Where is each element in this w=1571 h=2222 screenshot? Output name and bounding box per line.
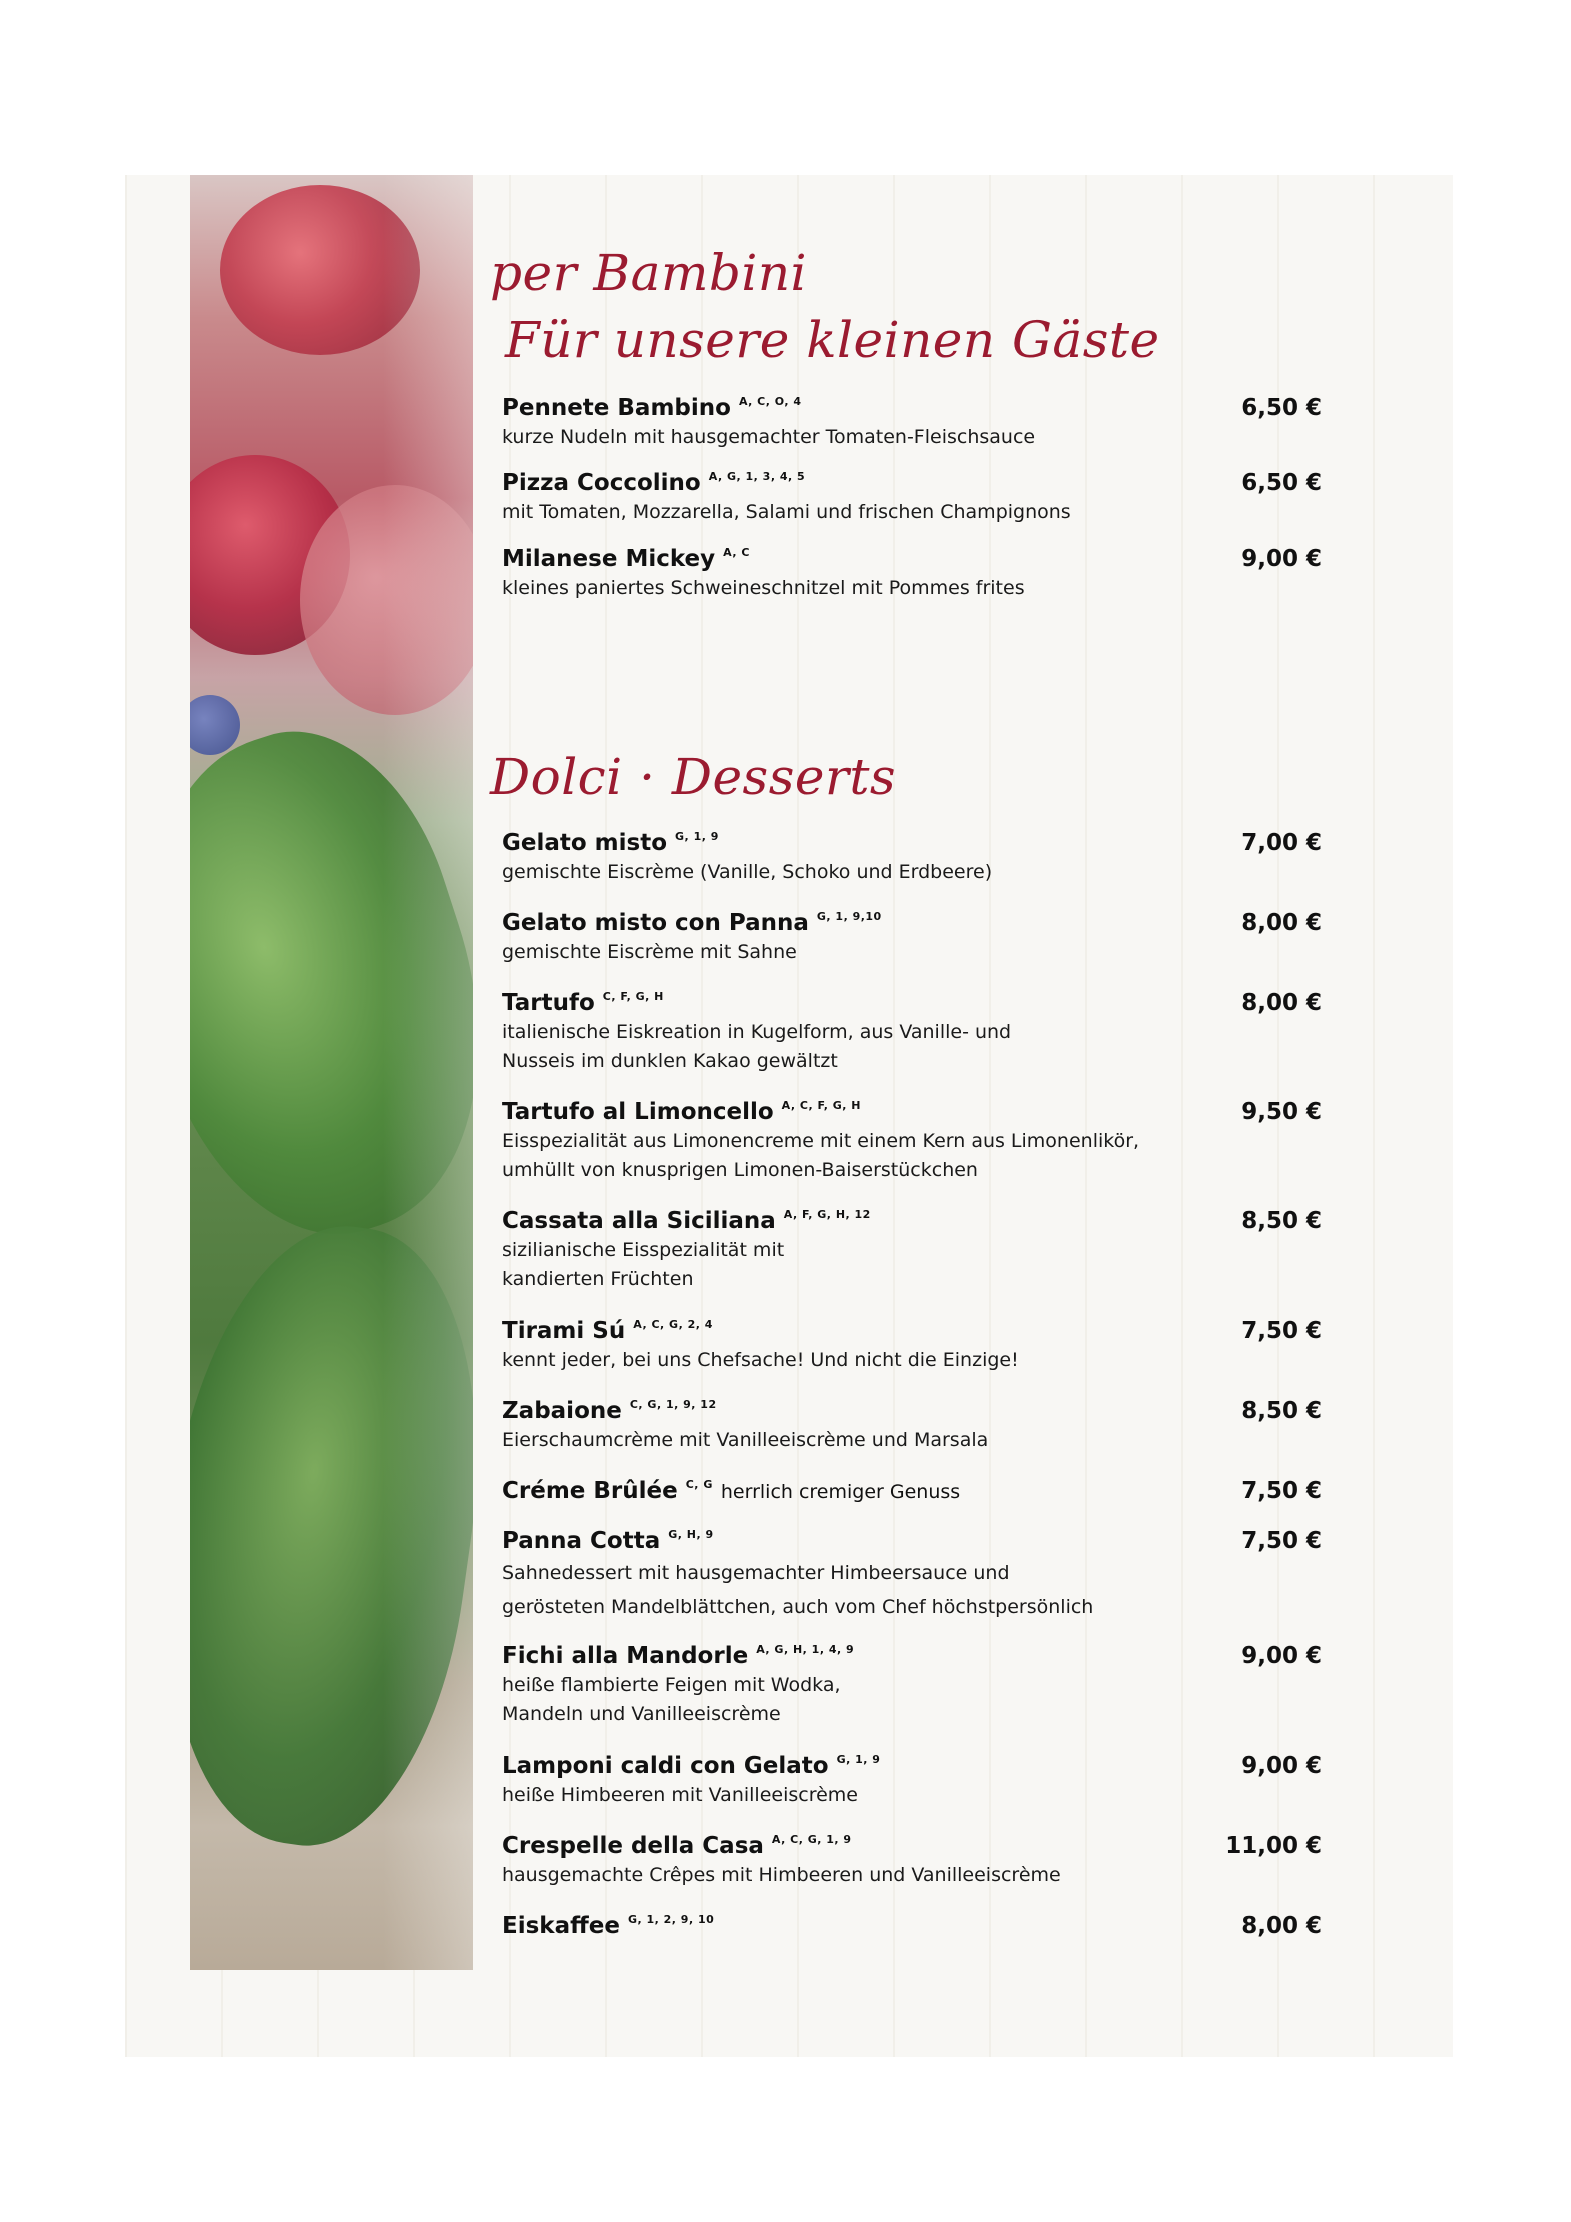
item-allergens: C, G, 1, 9, 12 bbox=[629, 1398, 717, 1411]
item-price: 7,50 € bbox=[1241, 1318, 1322, 1344]
item-name: Gelato misto bbox=[502, 830, 668, 856]
menu-item bbox=[502, 1643, 1322, 1729]
section-subtitle-bambini: Für unsere kleinen Gäste bbox=[505, 311, 1160, 369]
menu-item bbox=[502, 910, 1322, 967]
item-name: Lamponi caldi con Gelato bbox=[502, 1753, 829, 1779]
item-price: 9,50 € bbox=[1241, 1099, 1322, 1125]
item-description: hausgemachte Crêpes mit Himbeeren und Vanilleeiscrème bbox=[502, 1864, 1061, 1886]
item-name: Cassata alla Siciliana bbox=[502, 1208, 776, 1234]
item-description: heiße flambierte Feigen mit Wodka, Mandeln und Vanilleeiscrème bbox=[502, 1674, 841, 1725]
menu-item bbox=[502, 1528, 1322, 1624]
item-description: kennt jeder, bei uns Chefsache! Und nicht die Einzige! bbox=[502, 1349, 1019, 1371]
item-allergens: A, G, H, 1, 4, 9 bbox=[756, 1643, 855, 1656]
item-price: 6,50 € bbox=[1241, 395, 1322, 421]
item-name: Pizza Coccolino bbox=[502, 470, 701, 496]
item-price: 9,00 € bbox=[1241, 1753, 1322, 1779]
item-allergens: A, F, G, H, 12 bbox=[783, 1208, 871, 1221]
item-allergens: A, C, G, 2, 4 bbox=[633, 1318, 713, 1331]
item-price: 7,00 € bbox=[1241, 830, 1322, 856]
item-description: kurze Nudeln mit hausgemachter Tomaten-Fleischsauce bbox=[502, 426, 1036, 448]
item-description: heiße Himbeeren mit Vanilleeiscrème bbox=[502, 1784, 858, 1806]
item-description: Sahnedessert mit hausgemachter Himbeersauce und gerösteten Mandelblättchen, auch vom Chef höchstpersönlich bbox=[502, 1562, 1094, 1618]
item-price: 8,50 € bbox=[1241, 1208, 1322, 1234]
item-name: Zabaione bbox=[502, 1398, 622, 1424]
item-price: 8,00 € bbox=[1241, 910, 1322, 936]
item-description: herrlich cremiger Genuss bbox=[720, 1481, 961, 1503]
item-name: Gelato misto con Panna bbox=[502, 910, 809, 936]
item-description: gemischte Eiscrème (Vanille, Schoko und Erdbeere) bbox=[502, 861, 993, 883]
menu-item bbox=[502, 1913, 1322, 1939]
item-name: Crespelle della Casa bbox=[502, 1833, 764, 1859]
item-allergens: A, C, F, G, H bbox=[781, 1099, 861, 1112]
item-price: 8,50 € bbox=[1241, 1398, 1322, 1424]
item-allergens: G, H, 9 bbox=[668, 1528, 714, 1541]
menu-item bbox=[502, 830, 1322, 887]
photo-fade bbox=[383, 175, 473, 1970]
item-price: 7,50 € bbox=[1241, 1528, 1322, 1554]
item-description: kleines paniertes Schweineschnitzel mit Pommes frites bbox=[502, 577, 1025, 599]
menu-item bbox=[502, 990, 1322, 1076]
item-name: Fichi alla Mandorle bbox=[502, 1643, 749, 1669]
item-allergens: A, C bbox=[723, 546, 750, 559]
item-allergens: A, C, O, 4 bbox=[738, 395, 802, 408]
item-allergens: A, G, 1, 3, 4, 5 bbox=[708, 470, 806, 483]
item-name: Eiskaffee bbox=[502, 1913, 620, 1939]
item-price: 9,00 € bbox=[1241, 546, 1322, 572]
item-price: 8,00 € bbox=[1241, 1913, 1322, 1939]
item-name: Tartufo bbox=[502, 990, 595, 1016]
menu-item bbox=[502, 1099, 1322, 1185]
menu-item bbox=[502, 395, 1322, 452]
menu-item bbox=[502, 1753, 1322, 1810]
item-description: italienische Eiskreation in Kugelform, aus Vanille- und Nusseis im dunklen Kakao gewältzt bbox=[502, 1021, 1012, 1072]
item-description: Eierschaumcrème mit Vanilleeiscrème und Marsala bbox=[502, 1429, 989, 1451]
section-title-desserts: Dolci · Desserts bbox=[490, 748, 897, 806]
item-name: Tartufo al Limoncello bbox=[502, 1099, 774, 1125]
item-name: Panna Cotta bbox=[502, 1528, 661, 1554]
item-name: Créme Brûlée bbox=[502, 1478, 678, 1504]
item-allergens: G, 1, 9 bbox=[836, 1753, 881, 1766]
menu-item bbox=[502, 546, 1322, 603]
menu-item bbox=[502, 1318, 1322, 1375]
item-name: Pennete Bambino bbox=[502, 395, 731, 421]
item-price: 8,00 € bbox=[1241, 990, 1322, 1016]
item-name: Milanese Mickey bbox=[502, 546, 716, 572]
item-price: 9,00 € bbox=[1241, 1643, 1322, 1669]
blueberry-image bbox=[190, 695, 240, 755]
menu-item bbox=[502, 1833, 1322, 1890]
item-allergens: C, G bbox=[685, 1478, 713, 1491]
dessert-photo bbox=[190, 175, 473, 1970]
item-price: 7,50 € bbox=[1241, 1478, 1322, 1504]
item-name: Tirami Sú bbox=[502, 1318, 626, 1344]
item-allergens: A, C, G, 1, 9 bbox=[771, 1833, 852, 1846]
item-description: mit Tomaten, Mozzarella, Salami und frischen Champignons bbox=[502, 501, 1071, 523]
item-description: sizilianische Eisspezialität mit kandierten Früchten bbox=[502, 1239, 785, 1290]
item-description: Eisspezialität aus Limonencreme mit einem Kern aus Limonenlikör, umhüllt von knusprigen Limonen-Baiserstückchen bbox=[502, 1130, 1140, 1181]
item-price: 6,50 € bbox=[1241, 470, 1322, 496]
menu-item bbox=[502, 1478, 1322, 1504]
item-allergens: G, 1, 9 bbox=[675, 830, 719, 843]
item-allergens: C, F, G, H bbox=[602, 990, 664, 1003]
item-price: 11,00 € bbox=[1225, 1833, 1322, 1859]
menu-item bbox=[502, 1208, 1322, 1294]
section-title-bambini: per Bambini bbox=[490, 244, 808, 302]
menu-item bbox=[502, 1398, 1322, 1455]
item-allergens: G, 1, 9,10 bbox=[816, 910, 882, 923]
item-description: gemischte Eiscrème mit Sahne bbox=[502, 941, 797, 963]
item-allergens: G, 1, 2, 9, 10 bbox=[627, 1913, 715, 1926]
menu-item bbox=[502, 470, 1322, 527]
